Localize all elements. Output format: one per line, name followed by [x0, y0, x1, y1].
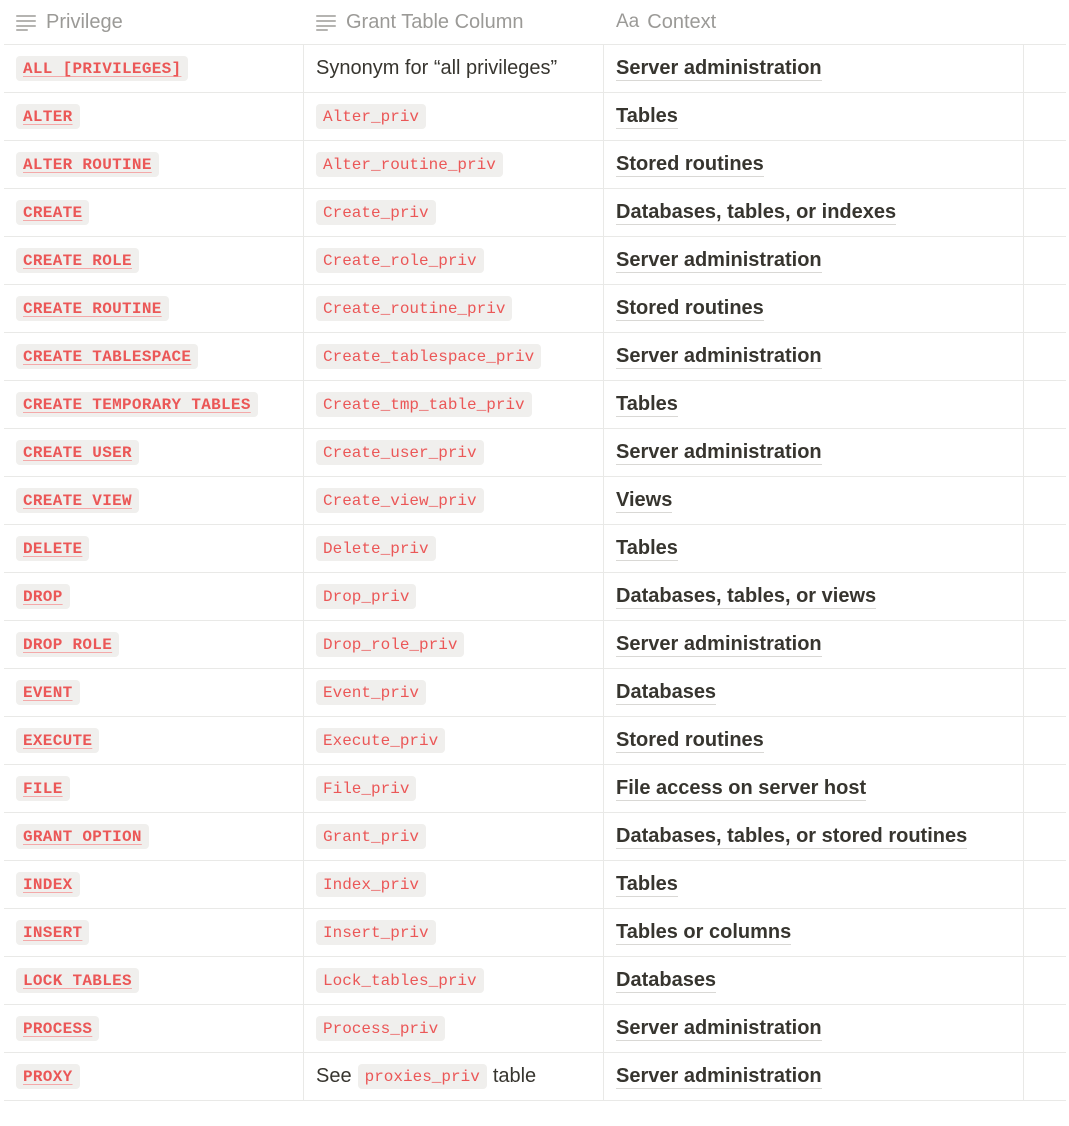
- table-row[interactable]: [4, 909, 1066, 957]
- privilege-cell[interactable]: [4, 45, 304, 92]
- table-row[interactable]: [4, 237, 1066, 285]
- privilege-code: ALL [PRIVILEGES]: [16, 56, 188, 81]
- privilege-code: CREATE ROUTINE: [16, 296, 169, 321]
- table-row[interactable]: [4, 93, 1066, 141]
- table-row[interactable]: [4, 717, 1066, 765]
- context-page-link[interactable]: Server administration: [616, 1017, 822, 1039]
- privilege-cell[interactable]: [4, 1053, 304, 1100]
- privilege-cell[interactable]: [4, 1005, 304, 1052]
- privilege-code: INSERT: [16, 920, 89, 945]
- grant-column-content: [316, 872, 426, 897]
- table-row[interactable]: [4, 477, 1066, 525]
- context-page-link[interactable]: Server administration: [616, 441, 822, 463]
- empty-cell[interactable]: [1024, 477, 1066, 524]
- grant-column-code: Create_priv: [316, 200, 436, 225]
- empty-cell[interactable]: [1024, 765, 1066, 812]
- column-header-context[interactable]: [604, 0, 1024, 44]
- table-row[interactable]: [4, 525, 1066, 573]
- table-row[interactable]: [4, 1005, 1066, 1053]
- grant-column-content: [316, 536, 436, 561]
- table-row[interactable]: [4, 765, 1066, 813]
- grant-column-cell[interactable]: [304, 237, 604, 284]
- privilege-cell[interactable]: [4, 669, 304, 716]
- empty-cell[interactable]: [1024, 813, 1066, 860]
- empty-cell[interactable]: [1024, 573, 1066, 620]
- grant-column-code: Alter_priv: [316, 104, 426, 129]
- grant-column-content: [316, 488, 484, 513]
- privilege-cell[interactable]: [4, 477, 304, 524]
- grant-column-code: Create_tmp_table_priv: [316, 392, 532, 417]
- empty-cell[interactable]: [1024, 429, 1066, 476]
- empty-cell[interactable]: [1024, 861, 1066, 908]
- grant-column-cell[interactable]: [304, 45, 604, 92]
- empty-cell[interactable]: [1024, 237, 1066, 284]
- context-cell[interactable]: [604, 141, 1024, 188]
- context-cell[interactable]: [604, 45, 1024, 92]
- grant-column-cell[interactable]: [304, 669, 604, 716]
- column-header-privilege[interactable]: [4, 0, 304, 44]
- grant-column-content: [316, 584, 416, 609]
- privilege-cell[interactable]: [4, 861, 304, 908]
- grant-column-cell[interactable]: [304, 573, 604, 620]
- context-cell[interactable]: [604, 477, 1024, 524]
- table-row[interactable]: [4, 189, 1066, 237]
- grant-column-cell[interactable]: [304, 717, 604, 764]
- context-page-link[interactable]: Server administration: [616, 633, 822, 655]
- empty-cell[interactable]: [1024, 909, 1066, 956]
- context-page-link[interactable]: Databases, tables, or views: [616, 585, 877, 607]
- context-page-link[interactable]: Tables: [616, 537, 678, 559]
- grant-column-content: [316, 104, 426, 129]
- privilege-cell[interactable]: [4, 957, 304, 1004]
- empty-cell[interactable]: [1024, 669, 1066, 716]
- grant-column-code: Grant_priv: [316, 824, 426, 849]
- privilege-cell[interactable]: [4, 813, 304, 860]
- context-cell[interactable]: [604, 813, 1024, 860]
- grant-column-code: Create_user_priv: [316, 440, 484, 465]
- privilege-cell[interactable]: [4, 621, 304, 668]
- context-cell[interactable]: [604, 861, 1024, 908]
- privilege-cell[interactable]: [4, 381, 304, 428]
- grant-column-cell[interactable]: [304, 525, 604, 572]
- context-cell[interactable]: [604, 957, 1024, 1004]
- privilege-cell[interactable]: [4, 141, 304, 188]
- grant-column-cell[interactable]: [304, 765, 604, 812]
- privilege-cell[interactable]: [4, 189, 304, 236]
- context-cell[interactable]: [604, 333, 1024, 380]
- table-row[interactable]: [4, 285, 1066, 333]
- column-header-grant-table-column[interactable]: [304, 0, 604, 44]
- table-row[interactable]: [4, 861, 1066, 909]
- context-page-link[interactable]: File access on server host: [616, 777, 867, 799]
- privileges-table: [4, 0, 1066, 1101]
- grant-column-content: [316, 392, 532, 417]
- context-page-link[interactable]: Tables: [616, 393, 678, 415]
- privilege-code: CREATE ROLE: [16, 248, 139, 273]
- context-cell[interactable]: [604, 1053, 1024, 1100]
- grant-column-cell[interactable]: [304, 477, 604, 524]
- grant-column-code: Lock_tables_priv: [316, 968, 484, 993]
- grant-column-prefix: See: [316, 1065, 352, 1087]
- context-cell[interactable]: [604, 669, 1024, 716]
- privilege-cell[interactable]: [4, 93, 304, 140]
- grant-column-cell[interactable]: [304, 189, 604, 236]
- grant-column-code: Drop_priv: [316, 584, 416, 609]
- grant-column-content: [316, 920, 436, 945]
- context-page-link[interactable]: Tables: [616, 105, 678, 127]
- context-page-link[interactable]: Server administration: [616, 249, 822, 271]
- grant-column-text: Synonym for “all privileges”: [316, 57, 558, 79]
- grant-column-content: [316, 632, 464, 657]
- grant-column-cell[interactable]: [304, 285, 604, 332]
- empty-cell[interactable]: [1024, 285, 1066, 332]
- grant-column-cell[interactable]: [304, 621, 604, 668]
- grant-column-code: Create_role_priv: [316, 248, 484, 273]
- grant-column-content: [316, 680, 426, 705]
- privilege-cell[interactable]: [4, 909, 304, 956]
- text-lines-icon: [316, 14, 336, 30]
- context-page-link[interactable]: Server administration: [616, 345, 822, 367]
- table-row[interactable]: [4, 669, 1066, 717]
- privilege-code: ALTER: [16, 104, 80, 129]
- privilege-code: INDEX: [16, 872, 80, 897]
- empty-cell[interactable]: [1024, 717, 1066, 764]
- privilege-code: CREATE TEMPORARY TABLES: [16, 392, 258, 417]
- grant-column-content: [316, 344, 541, 369]
- table-header: [4, 0, 1066, 45]
- context-cell[interactable]: [604, 621, 1024, 668]
- privilege-cell[interactable]: [4, 285, 304, 332]
- context-cell[interactable]: [604, 381, 1024, 428]
- grant-column-cell[interactable]: [304, 957, 604, 1004]
- context-cell[interactable]: [604, 909, 1024, 956]
- table-row[interactable]: [4, 45, 1066, 93]
- context-cell[interactable]: [604, 573, 1024, 620]
- title-aa-icon: Aa: [616, 11, 640, 32]
- grant-column-code: Process_priv: [316, 1016, 445, 1041]
- empty-cell[interactable]: [1024, 141, 1066, 188]
- column-header-label: Privilege: [46, 10, 123, 33]
- table-row[interactable]: [4, 1053, 1066, 1101]
- context-cell[interactable]: [604, 717, 1024, 764]
- grant-column-code: Drop_role_priv: [316, 632, 464, 657]
- privilege-cell[interactable]: [4, 573, 304, 620]
- privilege-code: PROXY: [16, 1064, 80, 1089]
- grant-column-content: [316, 1064, 536, 1089]
- column-header-label: Grant Table Column: [346, 10, 524, 33]
- table-row[interactable]: [4, 333, 1066, 381]
- table-body: [4, 45, 1066, 1101]
- grant-column-code: File_priv: [316, 776, 416, 801]
- grant-column-cell[interactable]: [304, 813, 604, 860]
- grant-column-cell[interactable]: [304, 381, 604, 428]
- privilege-cell[interactable]: [4, 429, 304, 476]
- table-row[interactable]: [4, 957, 1066, 1005]
- grant-column-code: Insert_priv: [316, 920, 436, 945]
- privilege-code: GRANT OPTION: [16, 824, 149, 849]
- grant-column-content: [316, 200, 436, 225]
- grant-column-code: Create_routine_priv: [316, 296, 512, 321]
- grant-column-code: Create_tablespace_priv: [316, 344, 541, 369]
- privilege-cell[interactable]: [4, 525, 304, 572]
- privilege-code: DROP ROLE: [16, 632, 119, 657]
- grant-column-cell[interactable]: [304, 909, 604, 956]
- context-page-link[interactable]: Tables: [616, 873, 678, 895]
- grant-column-content: [316, 1016, 445, 1041]
- empty-cell[interactable]: [1024, 93, 1066, 140]
- grant-column-code: proxies_priv: [358, 1064, 487, 1089]
- context-page-link[interactable]: Stored routines: [616, 153, 764, 175]
- context-page-link[interactable]: Databases, tables, or indexes: [616, 201, 897, 223]
- grant-column-code: Delete_priv: [316, 536, 436, 561]
- grant-column-content: [316, 776, 416, 801]
- grant-column-cell[interactable]: [304, 861, 604, 908]
- grant-column-content: [316, 152, 503, 177]
- context-cell[interactable]: [604, 285, 1024, 332]
- empty-cell[interactable]: [1024, 189, 1066, 236]
- context-page-link[interactable]: Databases: [616, 969, 717, 991]
- context-page-link[interactable]: Databases, tables, or stored routines: [616, 825, 968, 847]
- context-cell[interactable]: [604, 189, 1024, 236]
- context-cell[interactable]: [604, 237, 1024, 284]
- privilege-cell[interactable]: [4, 765, 304, 812]
- privilege-code: CREATE VIEW: [16, 488, 139, 513]
- grant-column-cell[interactable]: [304, 429, 604, 476]
- grant-column-code: Create_view_priv: [316, 488, 484, 513]
- context-cell[interactable]: [604, 765, 1024, 812]
- grant-column-suffix: table: [492, 1065, 537, 1087]
- context-cell[interactable]: [604, 429, 1024, 476]
- grant-column-cell[interactable]: [304, 93, 604, 140]
- column-header-label: Context: [647, 10, 717, 33]
- grant-column-content: [316, 824, 426, 849]
- context-cell[interactable]: [604, 525, 1024, 572]
- privilege-cell[interactable]: [4, 717, 304, 764]
- grant-column-content: [316, 248, 484, 273]
- privilege-code: CREATE USER: [16, 440, 139, 465]
- empty-cell[interactable]: [1024, 1053, 1066, 1100]
- table-row[interactable]: [4, 573, 1066, 621]
- privilege-code: ALTER ROUTINE: [16, 152, 159, 177]
- context-page-link[interactable]: Server administration: [616, 1065, 822, 1087]
- empty-cell[interactable]: [1024, 525, 1066, 572]
- empty-cell[interactable]: [1024, 45, 1066, 92]
- privilege-code: LOCK TABLES: [16, 968, 139, 993]
- context-page-link[interactable]: Views: [616, 489, 673, 511]
- context-cell[interactable]: [604, 93, 1024, 140]
- grant-column-cell[interactable]: [304, 1005, 604, 1052]
- privilege-code: EXECUTE: [16, 728, 99, 753]
- context-page-link[interactable]: Databases: [616, 681, 717, 703]
- text-lines-icon: [16, 14, 36, 30]
- context-cell[interactable]: [604, 1005, 1024, 1052]
- grant-column-content: [316, 728, 445, 753]
- table-row[interactable]: [4, 141, 1066, 189]
- table-row[interactable]: [4, 621, 1066, 669]
- privilege-code: PROCESS: [16, 1016, 99, 1041]
- grant-column-cell[interactable]: [304, 141, 604, 188]
- grant-column-code: Event_priv: [316, 680, 426, 705]
- privilege-code: CREATE: [16, 200, 89, 225]
- privilege-cell[interactable]: [4, 237, 304, 284]
- privilege-code: DROP: [16, 584, 70, 609]
- grant-column-cell[interactable]: [304, 1053, 604, 1100]
- empty-cell[interactable]: [1024, 381, 1066, 428]
- privilege-cell[interactable]: [4, 333, 304, 380]
- empty-cell[interactable]: [1024, 333, 1066, 380]
- privilege-code: EVENT: [16, 680, 80, 705]
- table-row[interactable]: [4, 429, 1066, 477]
- context-page-link[interactable]: Stored routines: [616, 729, 764, 751]
- privilege-code: CREATE TABLESPACE: [16, 344, 198, 369]
- grant-column-content: [316, 296, 512, 321]
- grant-column-code: Execute_priv: [316, 728, 445, 753]
- empty-cell[interactable]: [1024, 957, 1066, 1004]
- empty-cell[interactable]: [1024, 1005, 1066, 1052]
- context-page-link[interactable]: Server administration: [616, 57, 822, 79]
- privilege-code: DELETE: [16, 536, 89, 561]
- table-row[interactable]: [4, 381, 1066, 429]
- privilege-code: FILE: [16, 776, 70, 801]
- context-page-link[interactable]: Stored routines: [616, 297, 764, 319]
- context-page-link[interactable]: Tables or columns: [616, 921, 792, 943]
- grant-column-code: Index_priv: [316, 872, 426, 897]
- empty-cell[interactable]: [1024, 621, 1066, 668]
- grant-column-code: Alter_routine_priv: [316, 152, 503, 177]
- table-row[interactable]: [4, 813, 1066, 861]
- grant-column-content: [316, 968, 484, 993]
- grant-column-content: [316, 440, 484, 465]
- grant-column-cell[interactable]: [304, 333, 604, 380]
